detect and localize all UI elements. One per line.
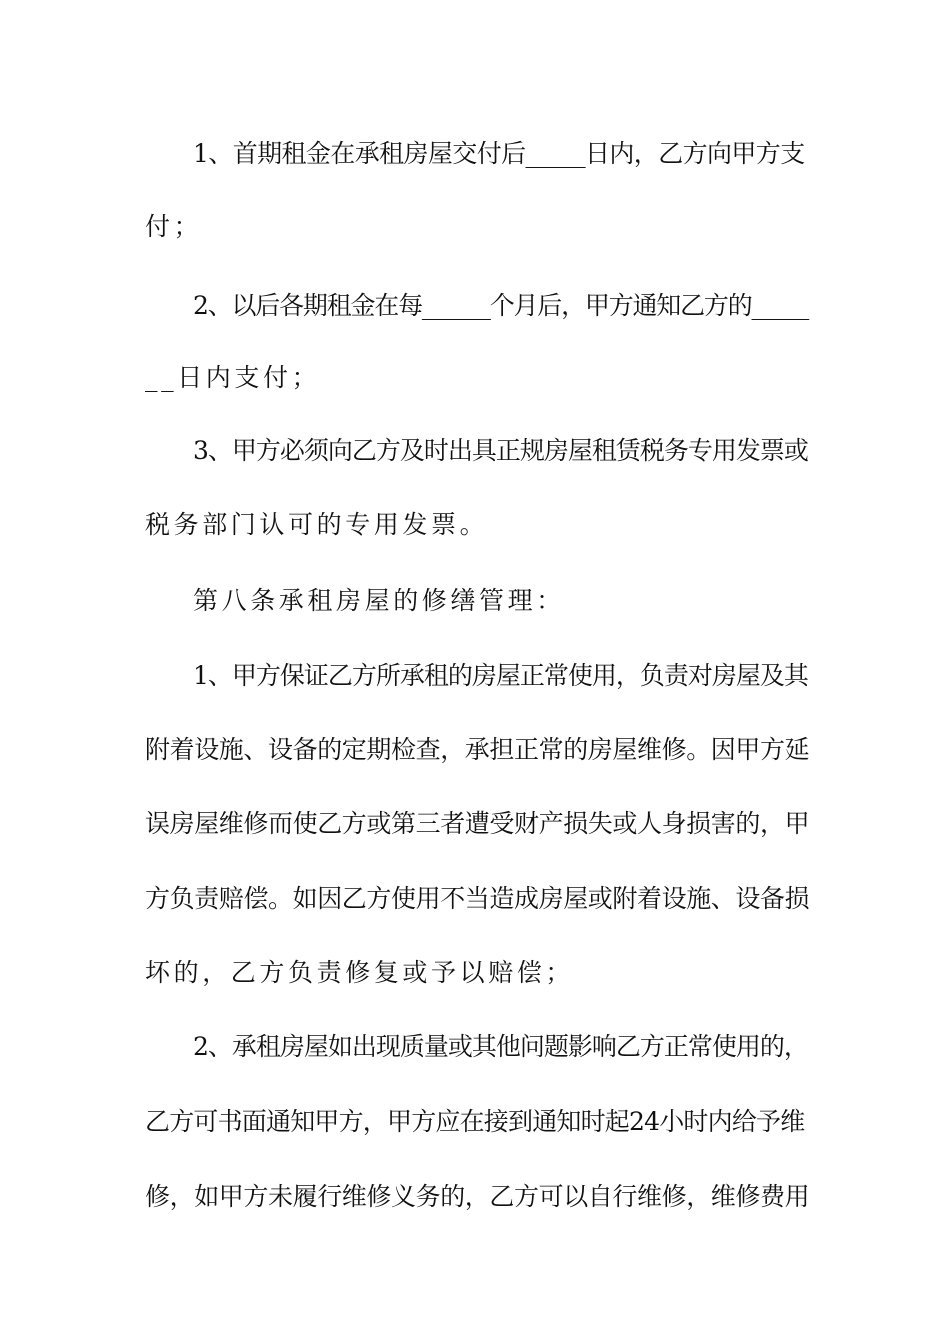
- text-line: 1、甲方保证乙方所承租的房屋正常使用，负责对房屋及其: [193, 661, 808, 690]
- text-line: 1、首期租金在承租房屋交付后_____日内，乙方向甲方支: [193, 139, 805, 168]
- text-line: 附着设施、设备的定期检查，承担正常的房屋维修。因甲方延: [145, 735, 810, 764]
- text-line: 3、甲方必须向乙方及时出具正规房屋租赁税务专用发票或: [193, 436, 808, 465]
- text-line: 乙方可书面通知甲方，甲方应在接到通知时起24小时内给予维: [145, 1107, 805, 1136]
- text-line: 修，如甲方未履行维修义务的，乙方可以自行维修，维修费用: [145, 1182, 810, 1211]
- text-line: 付；: [145, 212, 203, 241]
- text-line: __日内支付；: [145, 363, 321, 392]
- text-line: 税务部门认可的专用发票。: [145, 510, 489, 539]
- text-line: 误房屋维修而使乙方或第三者遭受财产损失或人身损害的，甲: [145, 809, 810, 838]
- text-line: 2、承租房屋如出现质量或其他问题影响乙方正常使用的，: [193, 1032, 808, 1061]
- section-heading: 第八条承租房屋的修缮管理：: [193, 586, 565, 615]
- text-line: 坏的，乙方负责修复或予以赔偿；: [145, 958, 575, 987]
- text-line: 2、以后各期租金在每______个月后，甲方通知乙方的_____: [193, 291, 809, 320]
- text-line: 方负责赔偿。如因乙方使用不当造成房屋或附着设施、设备损: [145, 884, 810, 913]
